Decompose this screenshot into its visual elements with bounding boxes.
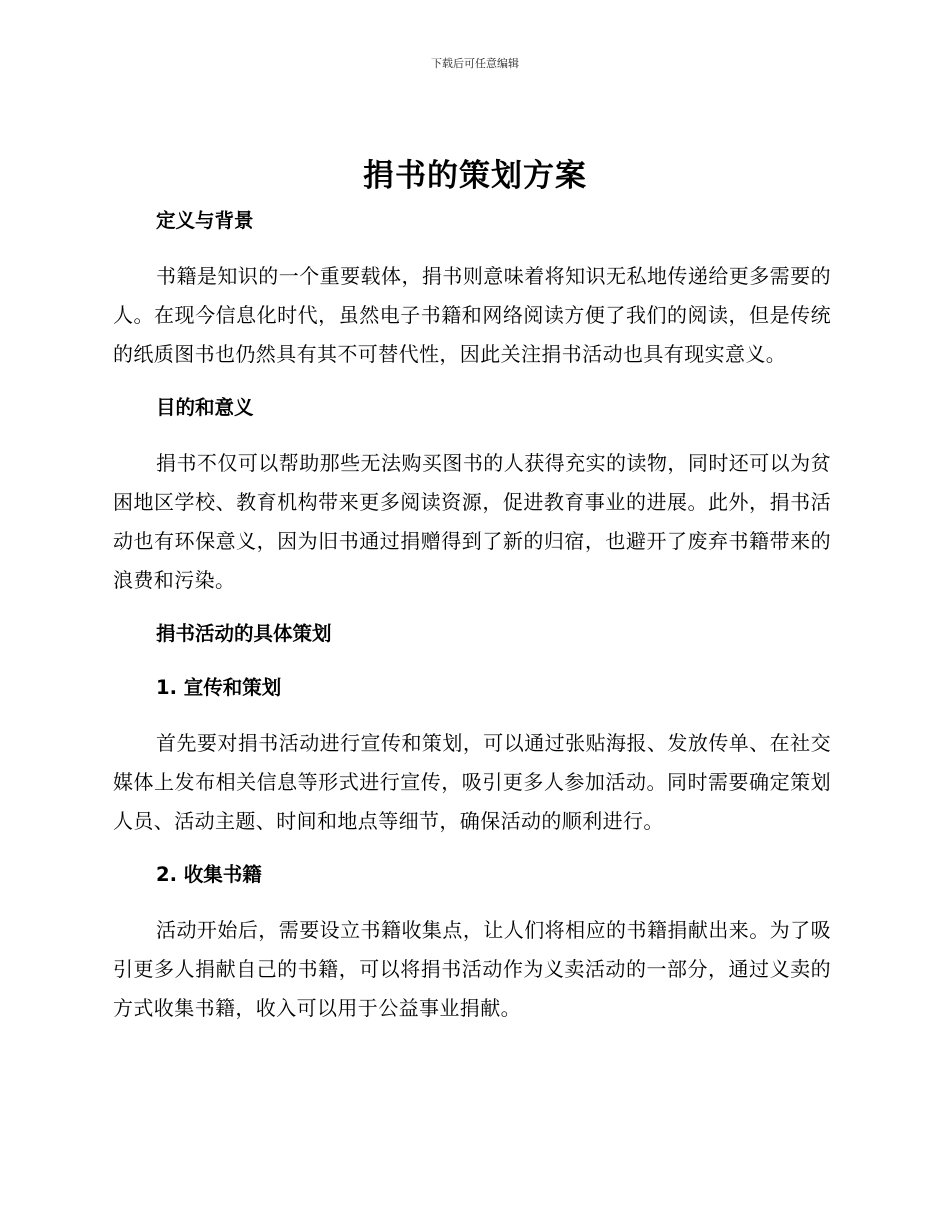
section-paragraph-definition: 书籍是知识的一个重要载体，捐书则意味着将知识无私地传递给更多需要的人。在现今信息化时代，虽然电子书籍和网络阅读方便了我们的阅读，但是传统的纸质图书也仍然具有其不可替代性，因此关注捐书活动也具有现实意义。 xyxy=(113,264,831,366)
section-heading-plan: 捐书活动的具体策划 xyxy=(156,622,332,645)
section-paragraph-promotion: 首先要对捐书活动进行宣传和策划，可以通过张贴海报、发放传单、在社交媒体上发布相关信息等形式进行宣传，吸引更多人参加活动。同时需要确定策划人员、活动主题、时间和地点等细节，确保活动的顺利进行。 xyxy=(113,731,831,833)
document-title: 捐书的策划方案 xyxy=(363,158,587,194)
section-heading-collection: 2. 收集书籍 xyxy=(156,863,262,886)
section-heading-definition: 定义与背景 xyxy=(156,209,254,232)
page-header-note: 下载后可任意编辑 xyxy=(431,57,519,70)
section-heading-purpose: 目的和意义 xyxy=(156,396,254,419)
section-paragraph-collection: 活动开始后，需要设立书籍收集点，让人们将相应的书籍捐献出来。为了吸引更多人捐献自己的书籍，可以将捐书活动作为义卖活动的一部分，通过义卖的方式收集书籍，收入可以用于公益事业捐献。 xyxy=(113,918,831,1020)
section-paragraph-purpose: 捐书不仅可以帮助那些无法购买图书的人获得充实的读物，同时还可以为贫困地区学校、教育机构带来更多阅读资源，促进教育事业的进展。此外，捐书活动也有环保意义，因为旧书通过捐赠得到了新的归宿，也避开了废弃书籍带来的浪费和污染。 xyxy=(113,451,831,592)
document-body xyxy=(113,203,831,1044)
section-heading-promotion: 1. 宣传和策划 xyxy=(156,676,282,699)
